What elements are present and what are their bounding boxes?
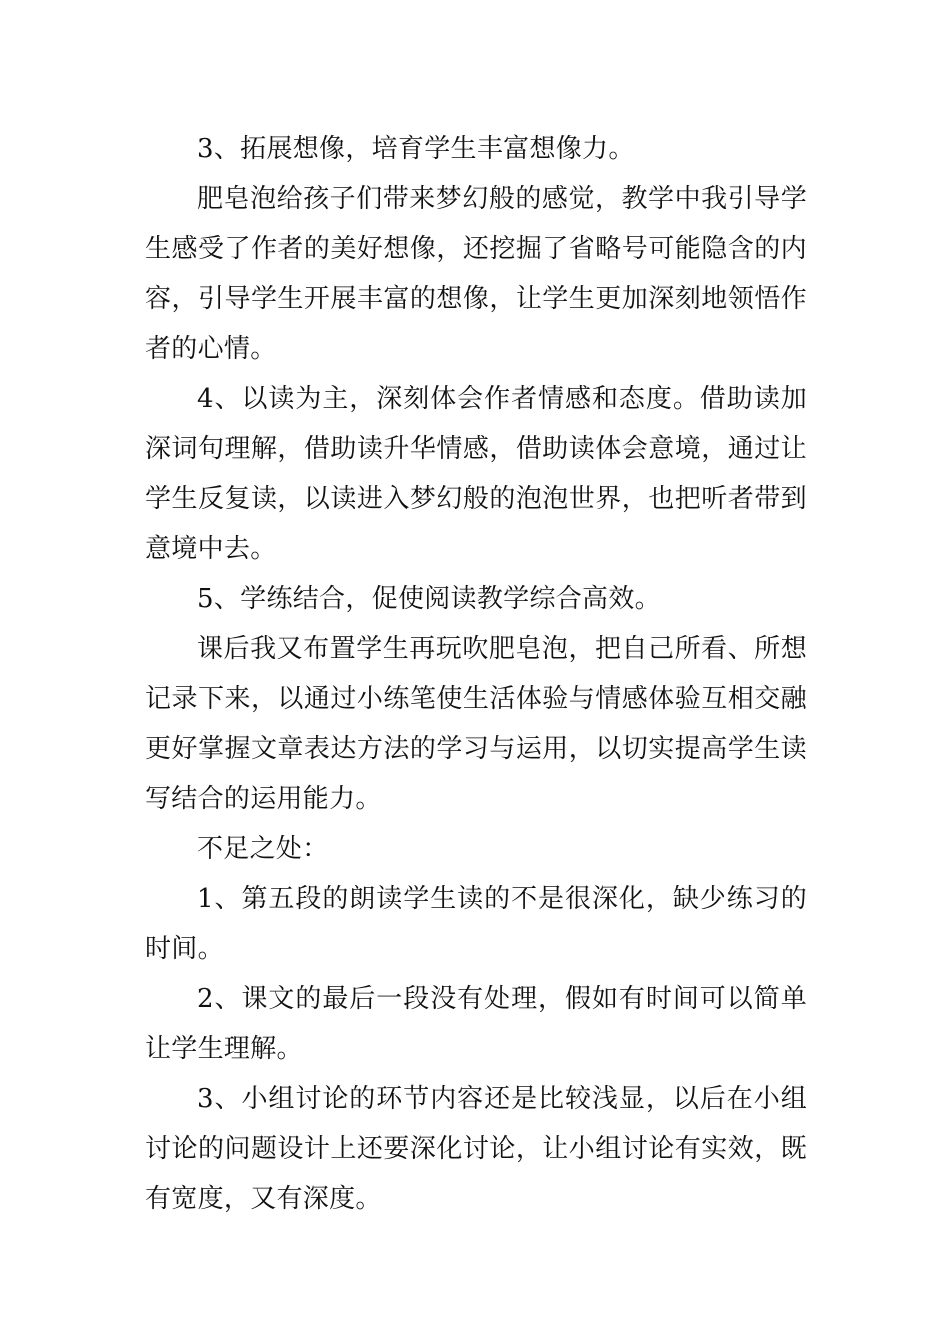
paragraph-point-4: 4、以读为主，深刻体会作者情感和态度。借助读加深词句理解，借助读升华情感，借助读体会意境，通过让学生反复读，以读进入梦幻般的泡泡世界，也把听者带到意境中去。 bbox=[145, 384, 807, 564]
paragraph-shortcoming-3: 3、小组讨论的环节内容还是比较浅显，以后在小组讨论的问题设计上还要深化讨论，让小组讨论有实效，既有宽度，又有深度。 bbox=[145, 1084, 807, 1214]
paragraph-shortcoming-1: 1、第五段的朗读学生读的不是很深化，缺少练习的时间。 bbox=[145, 884, 807, 964]
document-body bbox=[145, 124, 807, 1224]
paragraph-point-3-detail: 肥皂泡给孩子们带来梦幻般的感觉，教学中我引导学生感受了作者的美好想像，还挖掘了省略号可能隐含的内容，引导学生开展丰富的想像，让学生更加深刻地领悟作者的心情。 bbox=[145, 184, 807, 364]
paragraph-point-3: 3、拓展想像，培育学生丰富想像力。 bbox=[197, 134, 635, 164]
paragraph-point-5-detail: 课后我又布置学生再玩吹肥皂泡，把自己所看、所想记录下来，以通过小练笔使生活体验与情感体验互相交融更好掌握文章表达方法的学习与运用，以切实提高学生读写结合的运用能力。 bbox=[145, 634, 807, 814]
paragraph-shortcomings-heading: 不足之处： bbox=[197, 834, 329, 864]
paragraph-point-5: 5、学练结合，促使阅读教学综合高效。 bbox=[197, 584, 661, 614]
paragraph-shortcoming-2: 2、课文的最后一段没有处理，假如有时间可以简单让学生理解。 bbox=[145, 984, 807, 1064]
